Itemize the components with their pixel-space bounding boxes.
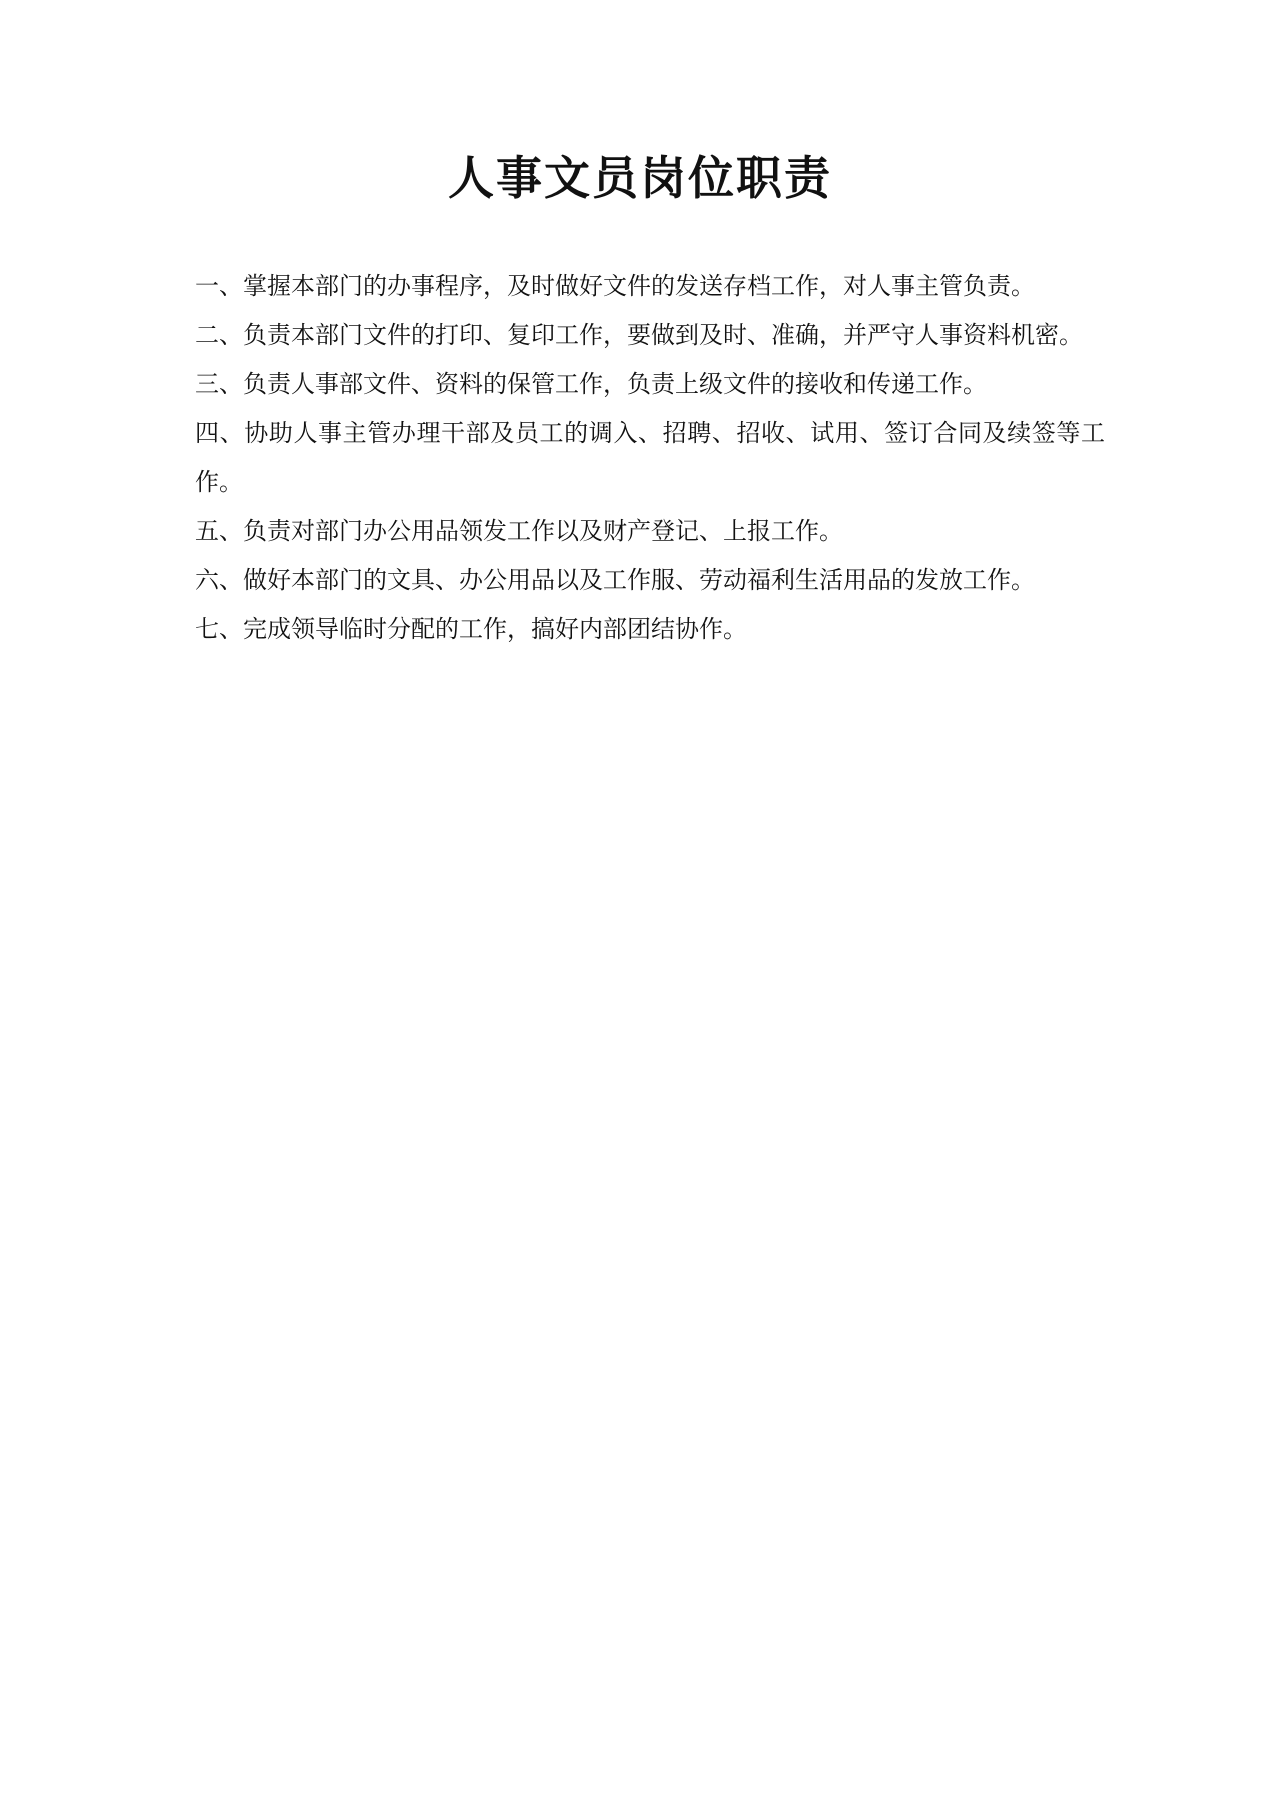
duty-list <box>195 262 1105 654</box>
duty-item-3: 三、负责人事部文件、资料的保管工作，负责上级文件的接收和传递工作。 <box>195 370 987 398</box>
duty-item-6: 六、做好本部门的文具、办公用品以及工作服、劳动福利生活用品的发放工作。 <box>195 566 1035 594</box>
duty-item-4: 四、协助人事主管办理干部及员工的调入、招聘、招收、试用、签订合同及续签等工作。 <box>195 419 1105 496</box>
duty-item-1: 一、掌握本部门的办事程序，及时做好文件的发送存档工作，对人事主管负责。 <box>195 272 1035 300</box>
duty-item-7: 七、完成领导临时分配的工作，搞好内部团结协作。 <box>195 615 747 643</box>
page-title: 人事文员岗位职责 <box>448 151 832 205</box>
duty-item-5: 五、负责对部门办公用品领发工作以及财产登记、上报工作。 <box>195 517 843 545</box>
duty-item-2: 二、负责本部门文件的打印、复印工作，要做到及时、准确，并严守人事资料机密。 <box>195 321 1083 349</box>
